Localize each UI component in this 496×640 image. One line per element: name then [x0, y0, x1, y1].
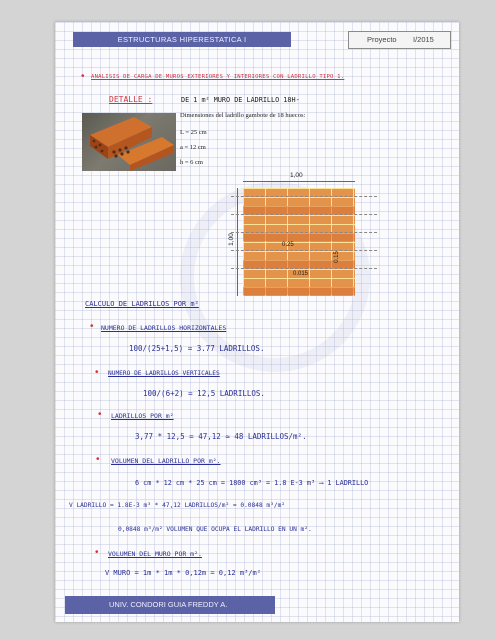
brick-width: a = 12 cm — [180, 144, 206, 151]
brick-height: h = 6 cm — [180, 159, 203, 166]
per-m2-title: LADRILLOS POR m² — [111, 412, 174, 420]
notebook-page: ESTRUCTURAS HIPERESTATICA I Proyecto I/2015 • ANALISIS DE CARGA DE MUROS EXTERIORES Y INTERIORES CON LADRILLO TIPO 1. DETALLE : DE 1 m² MURO DE LADRILLO 18H- Dimensiones del ladrillo gambote de 18 huecos: L = 25 cm a = 12 cm h = 6 cm 1,00 1,00 0.25 0.015 0.15 CALCULO DE LADRILLOS POR m² • NUMERO DE LADRILLOS HORIZONTALES 100/(25+1,5) = 3.77 LADRILLOS. • NUMERO DE LADRILLOS VERTICALES 100/(6+2) = 12,5 LADRILLOS. • LADRILLOS POR m² 3,77 * 12,5 = 47,12 ≃ 48 LADRILLOS/m². • VOLUMEN DEL LADRILLO POR m². 6 cm * 12 cm * 25 cm = 1800 cm³ = 1.8 E-3 m³ ⟶ 1 LADRILLO V LADRILLO = 1.8E-3 m³ * 47,12 LADRILLOS/m² = 0.0848 m³/m² 0,0848 m³/m² VOLUMEN QUE OCUPA EL LADRILLO EN UN m². • VOLUMEN DEL MURO POR m². V MURO = 1m * 1m * 0,12m = 0,12 m³/m² UNIV. CONDORI GUIA FREDDY A. — [55, 22, 459, 622]
detail-text: DE 1 m² MURO DE LADRILLO 18H- — [181, 96, 300, 104]
project-label: Proyecto — [367, 35, 397, 44]
horizontal-equation: 100/(25+1,5) = 3.77 LADRILLOS. — [129, 344, 265, 353]
course-title-banner: ESTRUCTURAS HIPERESTATICA I — [73, 32, 291, 47]
joint-label-2: 0.015 — [293, 271, 309, 277]
wall-width-label: 1,00 — [290, 172, 303, 179]
horizontal-title: NUMERO DE LADRILLOS HORIZONTALES — [101, 324, 227, 332]
section-title: ANALISIS DE CARGA DE MUROS EXTERIORES Y INTERIORES CON LADRILLO TIPO 1. — [91, 74, 345, 80]
vertical-equation: 100/(6+2) = 12,5 LADRILLOS. — [143, 389, 265, 398]
joint-label-3: 0.15 — [333, 251, 340, 263]
width-dimension-line — [243, 181, 355, 182]
height-dimension-line — [237, 188, 238, 296]
brick-length: L = 25 cm — [180, 129, 207, 136]
brick-volume-eq3: 0,0848 m³/m² VOLUMEN QUE OCUPA EL LADRILLO EN UN m². — [118, 526, 312, 533]
brick-volume-eq1: 6 cm * 12 cm * 25 cm = 1800 cm³ = 1.8 E-3 m³ ⟶ 1 LADRILLO — [135, 479, 369, 487]
per-m2-equation: 3,77 * 12,5 = 47,12 ≃ 48 LADRILLOS/m². — [135, 432, 307, 441]
brick-caption: Dimensiones del ladrillo gambote de 18 huecos: — [180, 112, 306, 119]
joint-label-1: 0.25 — [282, 242, 294, 248]
brick-volume-title: VOLUMEN DEL LADRILLO POR m². — [111, 457, 221, 465]
project-value: I/2015 — [413, 35, 434, 44]
wall-volume-title: VOLUMEN DEL MURO POR m². — [108, 550, 202, 558]
calc-title: CALCULO DE LADRILLOS POR m² — [85, 300, 199, 308]
wall-height-label: 1,00 — [227, 233, 235, 246]
author-footer: UNIV. CONDORI GUIA FREDDY A. — [65, 596, 275, 614]
wall-volume-equation: V MURO = 1m * 1m * 0,12m = 0,12 m³/m² — [105, 569, 261, 577]
vertical-title: NUMERO DE LADRILLOS VERTICALES — [108, 370, 220, 377]
brick-photo — [82, 113, 176, 171]
brick-volume-eq2: V LADRILLO = 1.8E-3 m³ * 47,12 LADRILLOS/m² = 0.0848 m³/m² — [69, 502, 286, 509]
brick-wall-diagram — [243, 188, 355, 296]
project-box — [348, 31, 451, 49]
detail-label: DETALLE : — [109, 95, 153, 104]
bullet-icon: • — [81, 71, 85, 82]
